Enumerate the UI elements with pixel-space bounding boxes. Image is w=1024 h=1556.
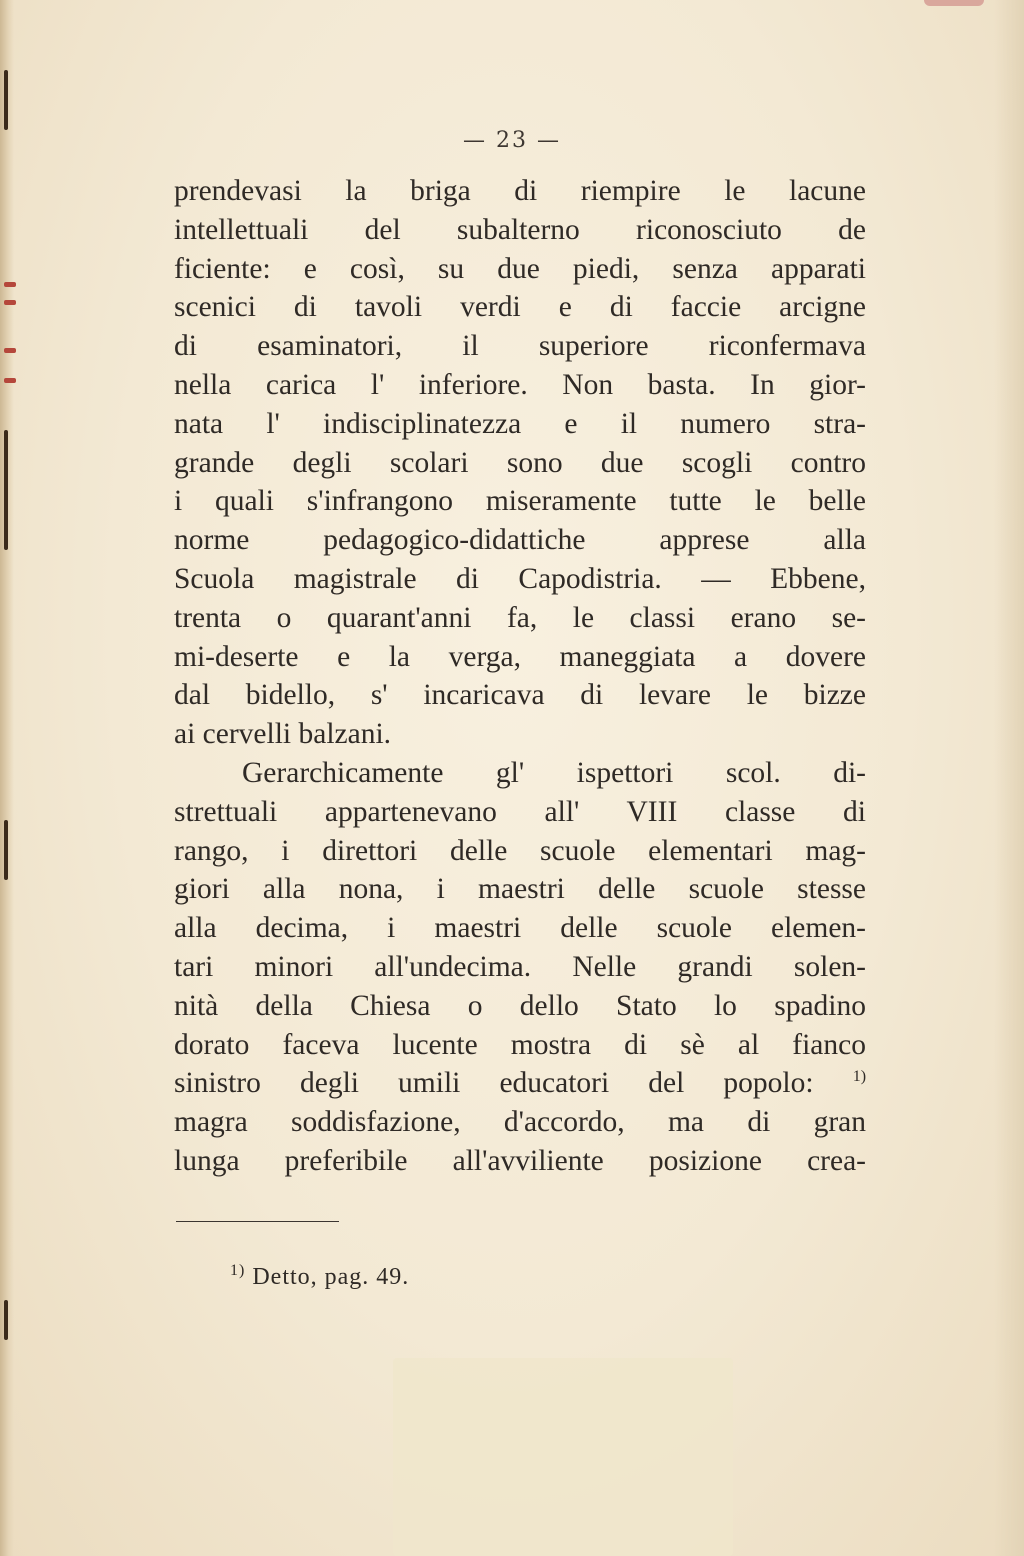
text-line: ficiente: e così, su due piedi, senza apparati bbox=[174, 252, 866, 285]
text-line: tari minori all'undecima. Nelle grandi solen- bbox=[174, 950, 866, 983]
text-line: scenici di tavoli verdi e di faccie arcigne bbox=[174, 291, 866, 324]
footnote-divider bbox=[176, 1221, 339, 1222]
text-line: mi-deserte e la verga, maneggiata a dovere bbox=[174, 640, 866, 673]
text-line-with-footnote bbox=[174, 1064, 866, 1103]
text-line-content: sinistro degli umili educatori del popolo: bbox=[174, 1067, 814, 1100]
paper-patch bbox=[393, 1358, 733, 1556]
footnote-marker: 1) bbox=[230, 1262, 246, 1279]
text-line: grande degli scolari sono due scogli contro bbox=[174, 446, 866, 479]
text-line: dal bidello, s' incaricava di levare le bizze bbox=[174, 679, 866, 712]
text-line: lunga preferibile all'avviliente posizione crea- bbox=[174, 1144, 866, 1177]
binding-thread bbox=[4, 348, 16, 353]
text-line: di esaminatori, il superiore riconfermava bbox=[174, 330, 866, 363]
body-text bbox=[174, 172, 874, 1181]
footnote-reference[interactable]: 1) bbox=[852, 1068, 867, 1086]
binding-stitch bbox=[4, 430, 8, 550]
page-edge-shadow bbox=[994, 0, 1024, 1556]
footnote-text: Detto, pag. 49. bbox=[252, 1264, 410, 1290]
text-line: Gerarchicamente gl' ispettori scol. di- bbox=[242, 756, 866, 789]
text-line: prendevasi la briga di riempire le lacune bbox=[174, 175, 866, 207]
binding-thread bbox=[4, 300, 16, 305]
text-line: Scuola magistrale di Capodistria. — Ebbene, bbox=[174, 562, 866, 595]
text-line: trenta o quarant'anni fa, le classi erano se- bbox=[174, 601, 866, 634]
corner-mark bbox=[924, 0, 984, 6]
text-line: ai cervelli balzani. bbox=[174, 718, 392, 751]
page-number: — 23 — bbox=[463, 128, 561, 153]
binding-thread bbox=[4, 282, 16, 287]
text-line: nella carica l' inferiore. Non basta. In gior- bbox=[174, 368, 866, 401]
text-line: strettuali appartenevano all' VIII classe di bbox=[174, 795, 866, 828]
text-line: nità della Chiesa o dello Stato lo spadino bbox=[174, 989, 866, 1022]
text-line: intellettuali del subalterno riconosciuto de bbox=[174, 213, 866, 246]
text-line: magra soddisfazione, d'accordo, ma di gran bbox=[174, 1106, 866, 1139]
binding-stitch bbox=[4, 70, 8, 130]
text-line: dorato faceva lucente mostra di sè al fianco bbox=[174, 1028, 866, 1061]
binding-stitch bbox=[4, 1300, 8, 1340]
binding-thread bbox=[4, 378, 16, 383]
text-line: rango, i direttori delle scuole elementari mag- bbox=[174, 834, 866, 867]
footnote bbox=[230, 1264, 409, 1291]
binding-stitch bbox=[4, 820, 8, 880]
text-line: norme pedagogico-didattiche apprese alla bbox=[174, 524, 866, 557]
text-line: i quali s'infrangono miseramente tutte le belle bbox=[174, 485, 866, 518]
text-line: nata l' indisciplinatezza e il numero stra- bbox=[174, 407, 866, 440]
text-line: giori alla nona, i maestri delle scuole stesse bbox=[174, 873, 866, 906]
text-line: alla decima, i maestri delle scuole elemen- bbox=[174, 912, 866, 945]
